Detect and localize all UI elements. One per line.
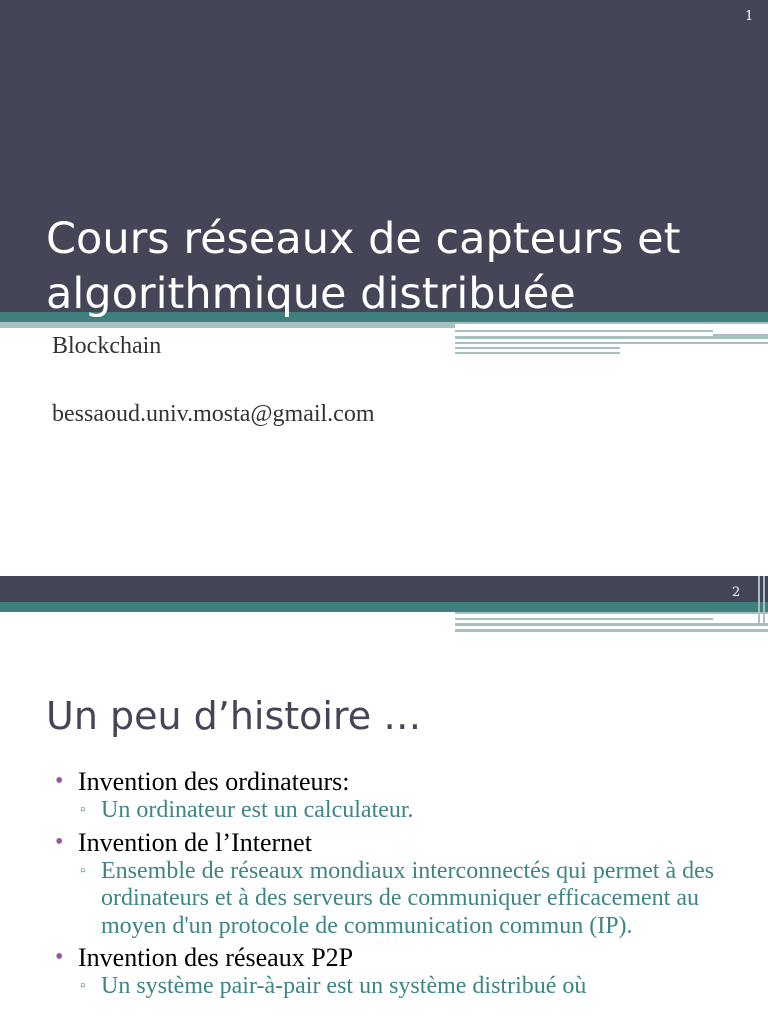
slide-title-line: Cours réseaux de capteurs et (46, 214, 681, 264)
square-bullet-icon: ▫ (80, 802, 86, 818)
sub-bullet-text: Ensemble de réseaux mondiaux interconnectés qui permet à des ordinateurs et à des serveurs de communiquer efficacement au moyen d'un protocole de communication commun (IP). (101, 857, 715, 939)
header-background-band (0, 576, 768, 602)
stripe-line (455, 330, 713, 332)
light-teal-stripe (0, 322, 455, 328)
bullet-item (52, 766, 752, 797)
slide-number: 2 (732, 585, 741, 600)
square-bullet-icon: ▫ (80, 978, 86, 994)
stripe-line (455, 612, 768, 614)
teal-stripe (0, 602, 768, 612)
slide-title (46, 212, 746, 322)
bullet-dot-icon: • (55, 828, 64, 855)
stripe-line (455, 336, 768, 339)
subtitle: Blockchain (52, 333, 162, 359)
sub-bullet-item (52, 973, 752, 1001)
bullet-text: Invention des ordinateurs: (78, 767, 350, 796)
slide-2 (0, 576, 768, 1024)
slide-title: Un peu d’histoire … (46, 694, 422, 738)
square-bullet-icon: ▫ (80, 862, 86, 879)
bullet-item (52, 942, 752, 973)
stripe-line (455, 352, 620, 354)
stripe-line (455, 629, 768, 632)
slide-number: 1 (745, 9, 754, 24)
stripe-line (455, 347, 620, 349)
slide-title-line: algorithmique distribuée (46, 269, 576, 319)
bullet-text: Invention de l’Internet (78, 827, 312, 857)
stripe-line (455, 322, 768, 324)
stripe-line (455, 342, 768, 344)
stripe-line (758, 576, 760, 624)
author-email: bessaoud.univ.mosta@gmail.com (52, 401, 375, 427)
stripe-line (763, 576, 765, 624)
sub-bullet-item (52, 858, 752, 941)
sub-bullet-text: Un système pair-à-pair est un système distribué où (101, 973, 587, 999)
sub-bullet-text: Un ordinateur est un calculateur. (101, 797, 414, 823)
stripe-line (455, 618, 713, 620)
bullet-item (52, 827, 752, 858)
sub-bullet-item (52, 797, 752, 825)
bullet-list (52, 764, 752, 1003)
stripe-line (455, 623, 768, 626)
bullet-dot-icon: • (55, 768, 64, 794)
bullet-dot-icon: • (55, 944, 64, 970)
bullet-text: Invention des réseaux P2P (78, 943, 354, 972)
